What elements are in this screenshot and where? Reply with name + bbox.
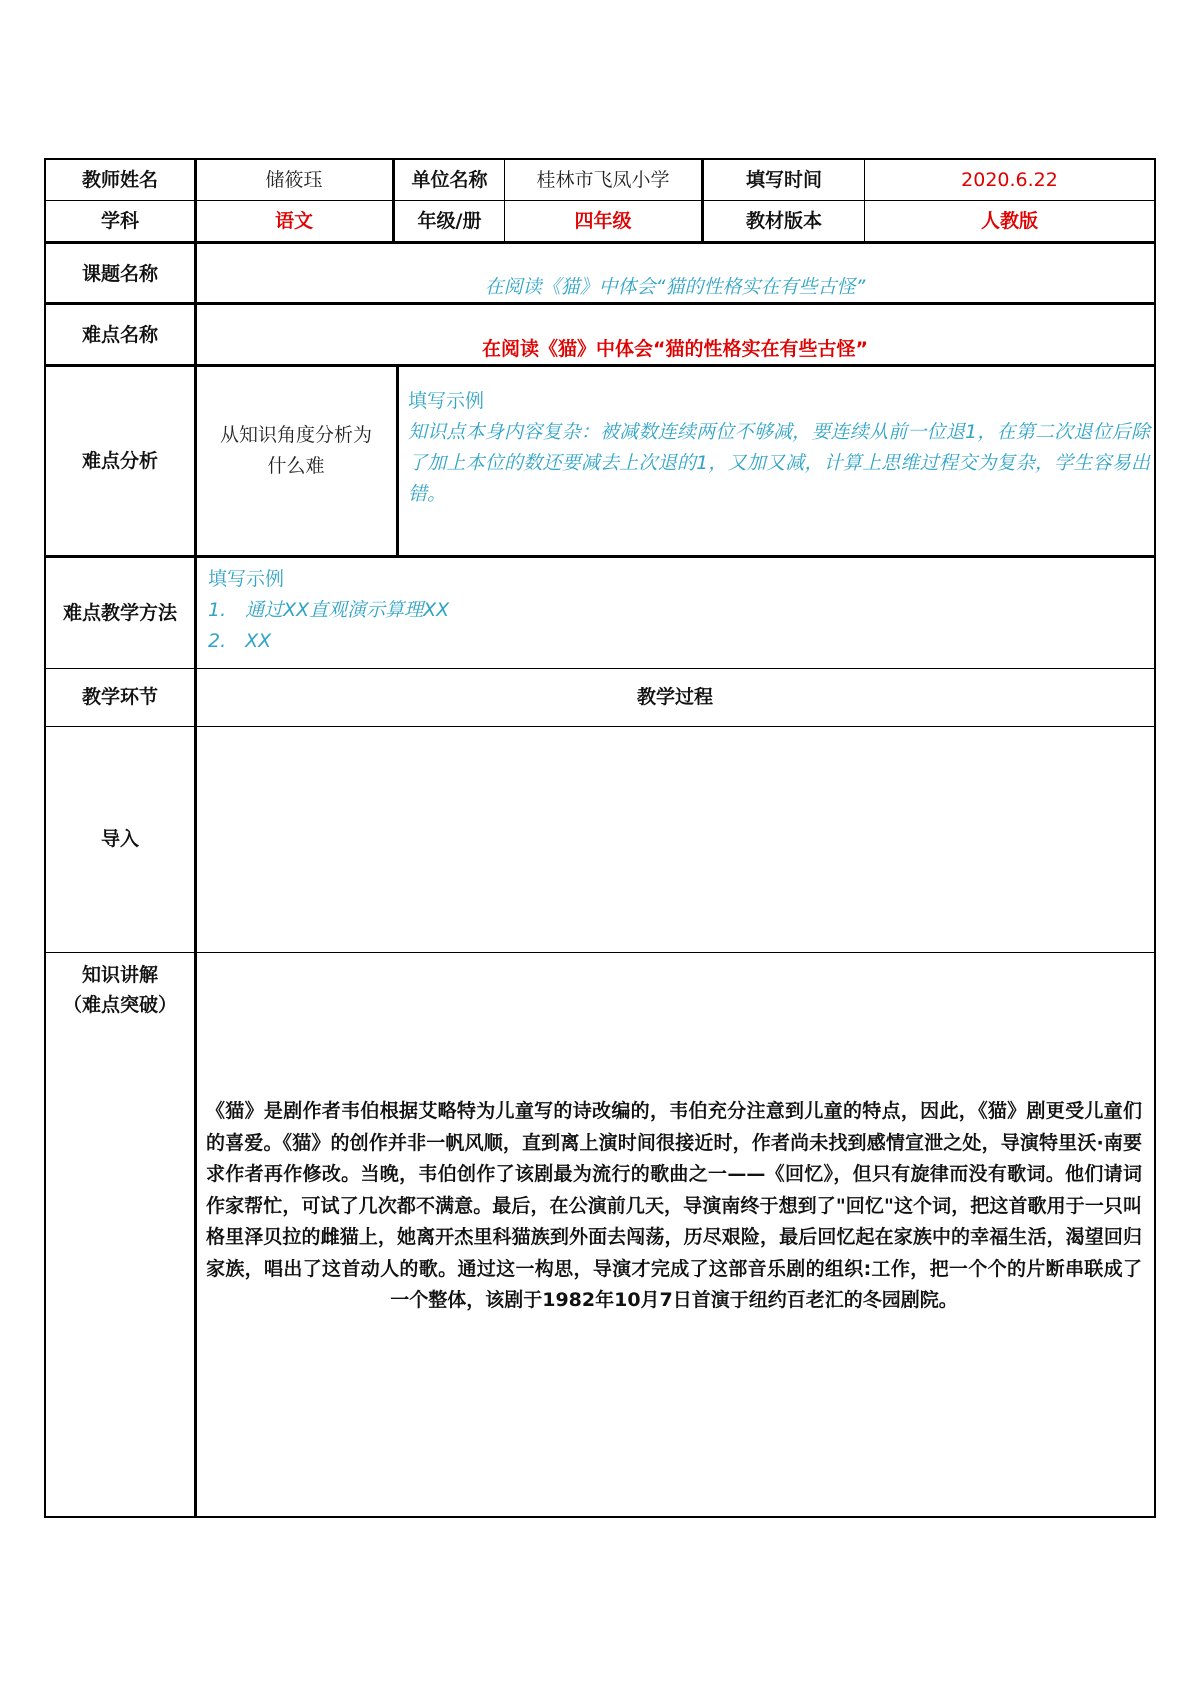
subject-value: 语文 xyxy=(274,209,313,232)
knowledge-label-line1: 知识讲解 xyxy=(81,964,158,986)
grade-label: 年级/册 xyxy=(417,209,482,232)
topic-value: 在阅读《猫》中体会“猫的性格实在有些古怪” xyxy=(484,276,866,299)
analysis-example-text: 知识点本身内容复杂：被减数连续两位不够减，要连续从前一位退1，在第二次退位后除了加上本位的数还要减去上次退的1，又加又减，计算上思维过程交为复杂，学生容易出错。 xyxy=(408,421,1150,505)
knowledge-label-line2: （难点突破） xyxy=(62,994,177,1016)
column-divider xyxy=(396,364,399,556)
analysis-sub-label-line2: 什么难 xyxy=(267,455,325,477)
fill-time-label: 填写时间 xyxy=(745,168,822,191)
difficulty-name-value: 在阅读《猫》中体会“猫的性格实在有些古怪” xyxy=(482,338,868,361)
teaching-process-header: 教学过程 xyxy=(636,686,713,709)
knowledge-label xyxy=(46,960,194,1020)
lesson-plan-table xyxy=(44,158,1156,1518)
teaching-method-label: 难点教学方法 xyxy=(62,601,177,624)
analysis-example-title: 填写示例 xyxy=(408,390,485,412)
unit-name-value: 桂林市飞凤小学 xyxy=(536,168,670,191)
topic-label: 课题名称 xyxy=(81,263,158,285)
difficulty-analysis-label: 难点分析 xyxy=(81,449,158,472)
row-divider xyxy=(46,555,1154,558)
method-example-item-2: 2. XX xyxy=(208,630,272,652)
intro-label: 导入 xyxy=(100,828,139,851)
grade-value: 四年级 xyxy=(574,209,632,232)
method-example-title: 填写示例 xyxy=(208,568,285,590)
intro-content xyxy=(196,727,1154,952)
analysis-sub-label-line1: 从知识角度分析为 xyxy=(219,424,372,446)
edition-value: 人教版 xyxy=(980,209,1038,232)
edition-label: 教材版本 xyxy=(745,209,822,232)
teaching-step-header: 教学环节 xyxy=(81,686,158,709)
unit-name-label: 单位名称 xyxy=(411,168,488,191)
subject-label: 学科 xyxy=(100,209,139,232)
teacher-name-value: 储筱珏 xyxy=(265,168,323,191)
knowledge-text: 《猫》是剧作者韦伯根据艾略特为儿童写的诗改编的，韦伯充分注意到儿童的特点，因此，《猫》剧更受儿童们的喜爱。《猫》的创作并非一帆风顺，直到离上演时间很接近时，作者尚未找到感情宣泄之处，导演特里沃·南要求作者再作修改。当晚，韦伯创作了该剧最为流行的歌曲之一——《回忆》，但只有旋律而没有歌词。他们请词作家帮忙，可试了几次都不满意。最后，在公演前几天，导演南终于想到了"回忆"这个词，把这首歌用于一只叫格里泽贝拉的雌猫上，她离开杰里科猫族到外面去闯荡，历尽艰险，最后回忆起在家族中的幸福生活，渴望回归家族，唱出了这首动人的歌。通过这一构思，导演才完成了这部音乐剧的组织:工作，把一个个的片断串联成了一个整体，该剧于1982年10月7日首演于纽约百老汇的冬园剧院。 xyxy=(206,1100,1142,1311)
method-example-item-1: 1. 通过XX直观演示算理XX xyxy=(208,599,450,621)
fill-time-value: 2020.6.22 xyxy=(961,168,1058,191)
analysis-sub-label xyxy=(196,367,396,555)
difficulty-name-label: 难点名称 xyxy=(81,324,158,346)
analysis-example xyxy=(408,386,1150,546)
row-divider xyxy=(46,952,1154,953)
teacher-name-label: 教师姓名 xyxy=(81,168,158,191)
method-example xyxy=(208,564,1148,664)
